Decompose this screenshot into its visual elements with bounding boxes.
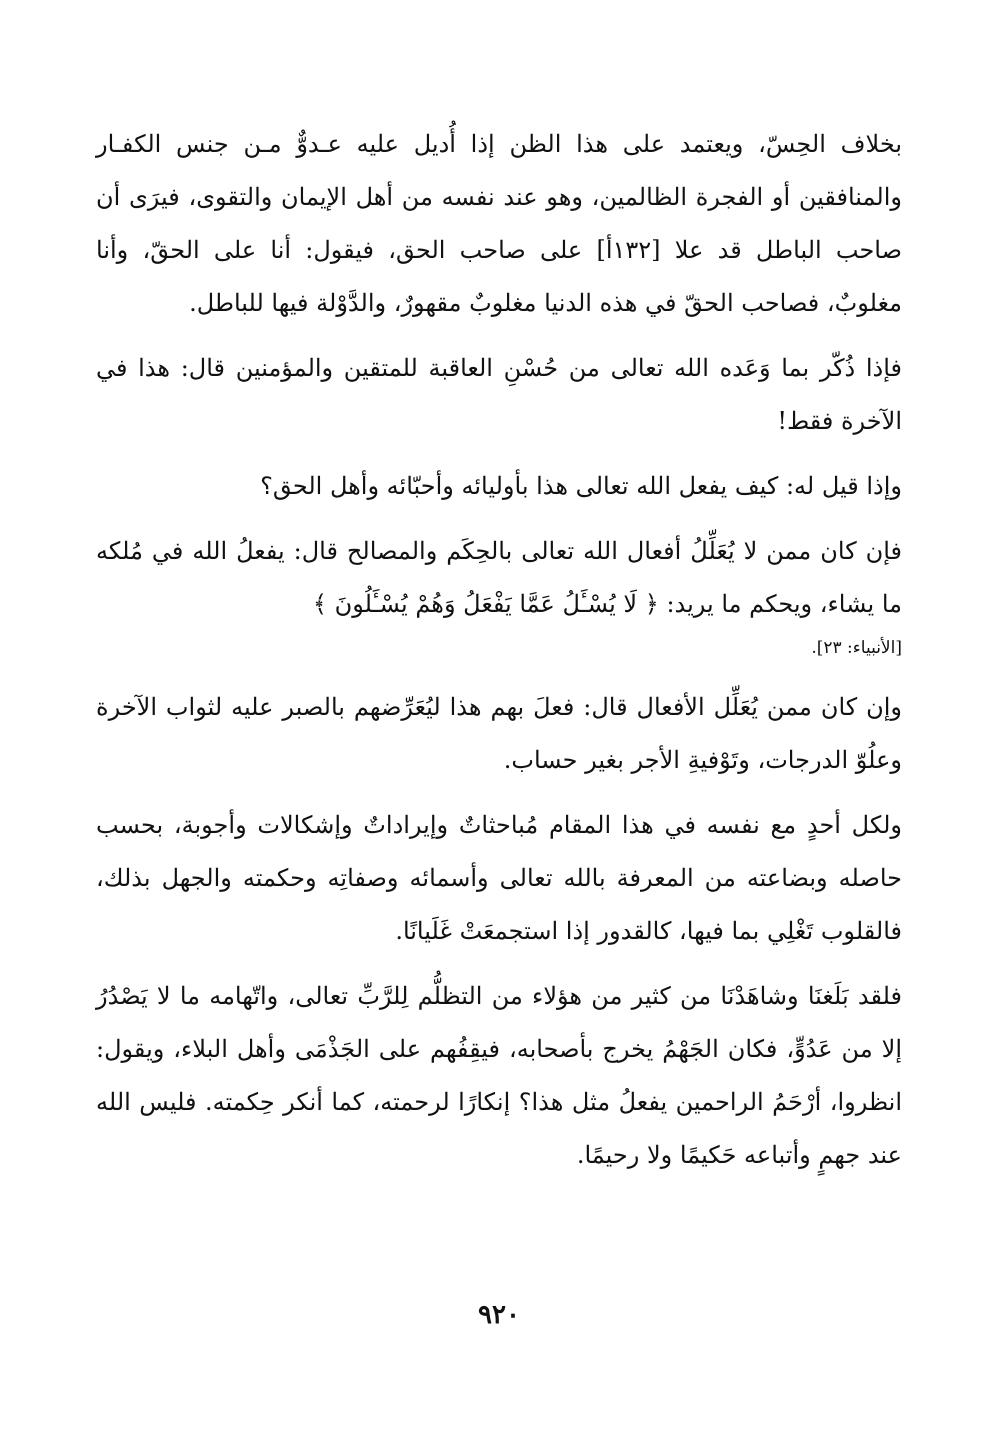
paragraph-5: وإن كان ممن يُعَلِّل الأفعال قال: فعلَ بهم هذا ليُعَرِّضهم بالصبر عليه لثواب الآخرة وعلُوّ الدرجات، وتَوْفيةِ الأجر بغير حساب. bbox=[96, 693, 902, 774]
paragraph-4: فإن كان ممن لا يُعَلِّلُ أفعال الله تعالى بالحِكَم والمصالح قال: يفعلُ الله في مُلكه ما يشاء، ويحكم ما يريد: ﴿ لَا يُسْـَٔلُ عَمَّا يَفْعَلُ وَهُمْ يُسْـَٔلُونَ ﴾ bbox=[96, 537, 902, 618]
page-number: ٩٢٠ bbox=[478, 1300, 520, 1330]
paragraph-3: وإذا قيل له: كيف يفعل الله تعالى هذا بأوليائه وأحبّائه وأهل الحق؟ bbox=[260, 472, 902, 500]
page-body bbox=[96, 118, 902, 1194]
quran-reference: [الأنبياء: ٢٣]. bbox=[811, 638, 902, 658]
paragraph-6: ولكل أحدٍ مع نفسه في هذا المقام مُباحثاتٌ وإيراداتٌ وإشكالات وأجوبة، بحسب حاصله وبضاعته من المعرفة بالله تعالى وأسمائه وصفاتِه وحكمته والجهل بذلك، فالقلوب تَغْلِي بما فيها، كالقدور إذا استجمعَتْ غَلَيانًا. bbox=[96, 811, 902, 945]
paragraph-1: بخلاف الحِسّ، ويعتمد على هذا الظن إذا أُديل عليه عـدوٌّ مـن جنس الكفـار والمنافقين أو الفجرة الظالمين، وهو عند نفسه من أهل الإيمان والتقوى، فيرَى أن صاحب الباطل قد علا [١٣٢أ] على صاحب الحق، فيقول: أنا على الحقّ، وأنا مغلوبٌ، فصاحب الحقّ في هذه الدنيا مغلوبٌ مقهورٌ، والدَّوْلة فيها للباطل. bbox=[96, 130, 902, 317]
paragraph-7: فلقد بَلَغنَا وشاهَدْنَا من كثير من هؤلاء من التظلُّم لِلرَّبِّ تعالى، واتّهامه ما لا يَصْدُرُ إلا من عَدُوٍّ، فكان الجَهْمُ يخرج بأصحابه، فيقِفُهم على الجَذْمَى وأهل البلاء، ويقول: انظروا، أرْحَمُ الراحمين يفعلُ مثل هذا؟ إنكارًا لرحمته، كما أنكر حِكمته. فليس الله عند جهمٍ وأتباعه حَكيمًا ولا رحيمًا. bbox=[96, 982, 902, 1169]
paragraph-2: فإذا ذُكّر بما وَعَده الله تعالى من حُسْنِ العاقبة للمتقين والمؤمنين قال: هذا في الآخرة فقط! bbox=[96, 354, 902, 435]
